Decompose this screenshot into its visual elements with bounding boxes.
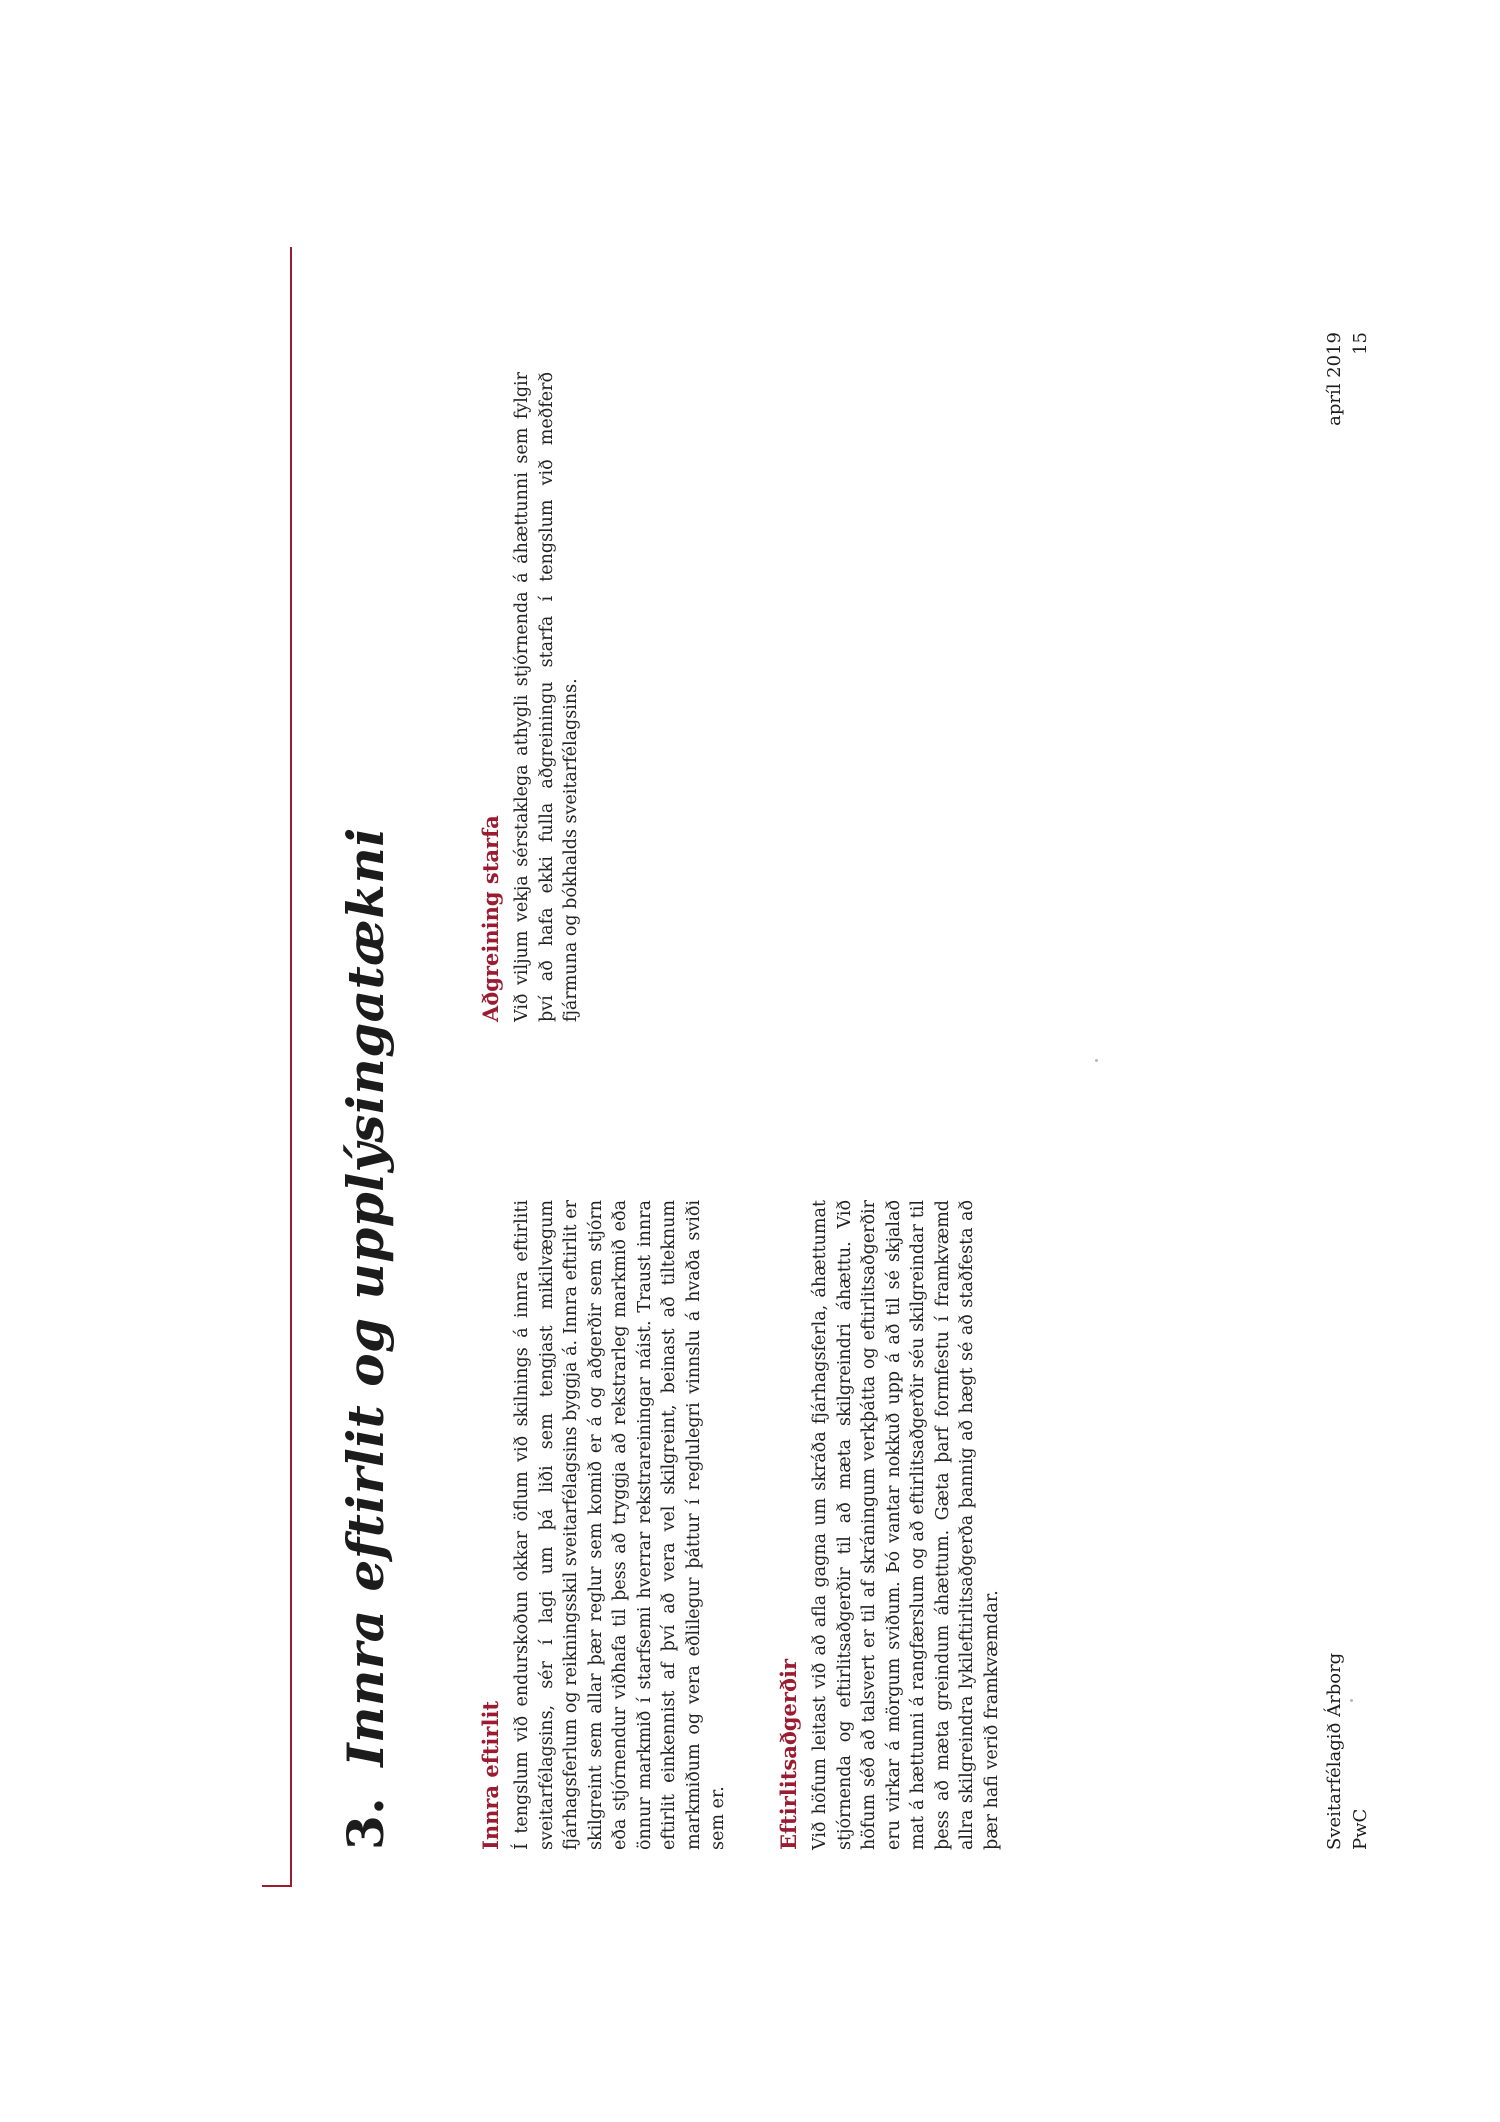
scan-speck	[1095, 1059, 1098, 1062]
footer-firm: PwC	[1350, 1808, 1371, 1850]
section-body: Við viljum vekja sérstaklega athygli stjórnenda á áhættunni sem fylgir því að hafa ekki fulla aðgreiningu starfa í tengslum við meðferð fjármuna og bókhalds sveitarfélagsins.	[512, 372, 581, 1022]
footer-page-number: 15	[1350, 332, 1371, 355]
section-adgreining-starfa	[478, 372, 584, 1022]
scan-speck	[1350, 1699, 1353, 1702]
header-rule	[290, 247, 292, 1887]
section-eftirlitsadgerdir	[776, 1200, 1004, 1850]
page-title	[334, 827, 398, 1850]
footer-organization: Sveitarfélagið Árborg	[1324, 1652, 1345, 1850]
footer-right	[1322, 332, 1374, 492]
section-number: 3.	[335, 1796, 395, 1850]
section-heading: Eftirlitsaðgerðir	[776, 1658, 801, 1850]
footer-left	[1322, 1653, 1374, 1850]
footer-date: apríl 2019	[1324, 332, 1345, 426]
header-rule-tick	[262, 1885, 292, 1887]
section-heading: Aðgreining starfa	[478, 815, 503, 1022]
section-title-text: Innra eftirlit og upplýsingatækni	[335, 827, 395, 1767]
section-body: Í tengslum við endurskoðun okkar öflum við skilnings á innra eftirliti sveitarfélagsins, sér í lagi um þá liði sem tengjast mikilvægum fjárhagsferlum og reikningsskil sveitarfélagsins byggja á. Innra eftirlit er skilgreint sem allar þær reglur sem komið er á og aðgerðir sem stjórn eða stjórnendur viðhafa til þess að tryggja að rekstrarleg markmið eða önnur markmið í starfsemi hverrar rekstrareiningar náist. Traust innra eftirlit einkennist af því að vera vel skilgreint, beinast að tilteknum markmiðum og vera eðlilegur þáttur í reglulegri vinnslu á hvaða sviði sem er.	[512, 1200, 728, 1850]
section-body: Við höfum leitast við að afla gagna um skráða fjárhagsferla, áhættumat stjórnenda og eftirlitsaðgerðir til að mæta skilgreindri áhættu. Við höfum séð að talsvert er til af skráningum verkþátta og eftirlitsaðgerðir eru virkar á mörgum sviðum. Þó vantar nokkuð upp á að til sé skjalað mat á hættunni á rangfærslum og að eftirlitsaðgerðir séu skilgreindar til þess að mæta greindum áhættum. Gæta þarf formfestu í framkvæmd allra skilgreindra lykileftirlitsaðgerða þannig að hægt sé að staðfesta að þær hafi verið framkvæmdar.	[810, 1200, 1002, 1850]
section-heading: Innra eftirlit	[478, 1700, 503, 1850]
section-innra-eftirlit	[478, 1200, 731, 1850]
